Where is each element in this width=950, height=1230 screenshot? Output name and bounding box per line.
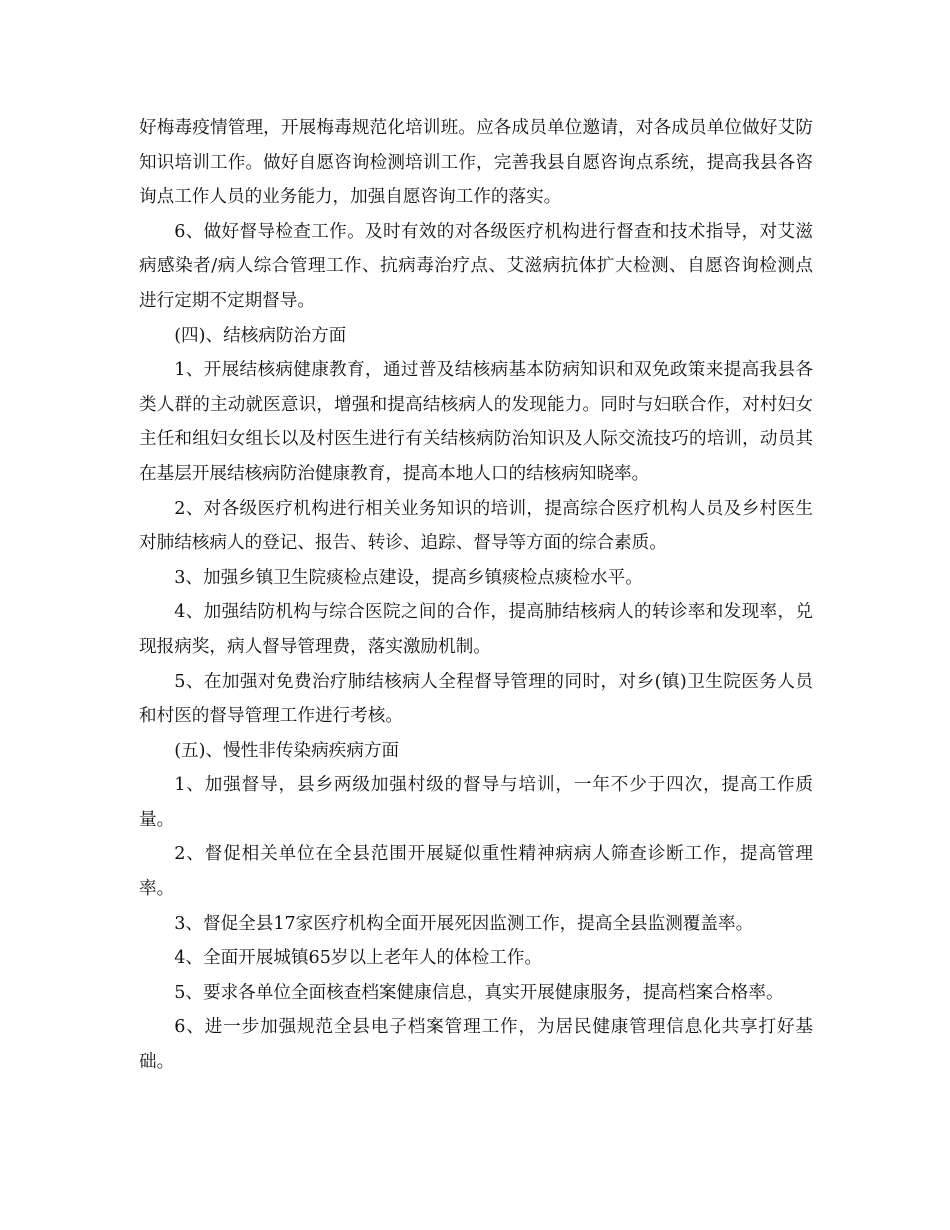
paragraph-tb-training: 2、对各级医疗机构进行相关业务知识的培训，提高综合医疗机构人员及乡村医生对肺结核病人的登记、报告、转诊、追踪、督导等方面的综合素质。 (139, 498, 813, 554)
document-body (139, 111, 813, 1080)
paragraph-tb-health-education: 1、开展结核病健康教育，通过普及结核病基本防病知识和双免政策来提高我县各类人群的主动就医意识，增强和提高结核病人的发现能力。同时与妇联合作，对村妇女主任和组妇女组长以及村医生进行有关结核病防治知识及人际交流技巧的培训，动员其在基层开展结核病防治健康教育，提高本地人口的结核病知晓率。 (139, 360, 813, 484)
section-heading-chronic-disease: (五)、慢性非传染病疾病方面 (174, 740, 400, 761)
paragraph-elderly-checkup: 4、全面开展城镇65岁以上老年人的体检工作。 (174, 948, 543, 969)
paragraph-tb-assessment: 5、在加强对免费治疗肺结核病人全程督导管理的同时，对乡(镇)卫生院医务人员和村医的督导管理工作进行考核。 (139, 671, 813, 727)
paragraph-chronic-supervision: 1、加强督导，县乡两级加强村级的督导与培训，一年不少于四次，提高工作质量。 (139, 775, 813, 830)
paragraph-death-surveillance: 3、督促全县17家医疗机构全面开展死因监测工作，提高全县监测覆盖率。 (174, 913, 754, 934)
paragraph-supervision-inspection: 6、做好督导检查工作。及时有效的对各级医疗机构进行督查和技术指导，对艾滋病感染者/病人综合管理工作、抗病毒治疗点、艾滋病抗体扩大检测、自愿咨询检测点进行定期不定期督导。 (139, 221, 813, 311)
paragraph-continuation: 好梅毒疫情管理，开展梅毒规范化培训班。应各成员单位邀请，对各成员单位做好艾防知识培训工作。做好自愿咨询检测培训工作，完善我县自愿咨询点系统，提高我县各咨询点工作人员的业务能力，加强自愿咨询工作的落实。 (139, 118, 813, 208)
paragraph-mental-illness-screening: 2、督促相关单位在全县范围开展疑似重性精神病病人筛查诊断工作，提高管理率。 (139, 844, 813, 900)
paragraph-tb-cooperation: 4、加强结防机构与综合医院之间的合作，提高肺结核病人的转诊率和发现率，兑现报病奖，病人督导管理费，落实激励机制。 (139, 602, 813, 657)
paragraph-health-records: 5、要求各单位全面核查档案健康信息，真实开展健康服务，提高档案合格率。 (174, 982, 784, 1003)
paragraph-electronic-records: 6、进一步加强规范全县电子档案管理工作，为居民健康管理信息化共享打好基础。 (139, 1017, 813, 1073)
section-heading-tuberculosis: (四)、结核病防治方面 (174, 325, 347, 346)
paragraph-tb-sputum-points: 3、加强乡镇卫生院痰检点建设，提高乡镇痰检点痰检水平。 (174, 567, 643, 588)
